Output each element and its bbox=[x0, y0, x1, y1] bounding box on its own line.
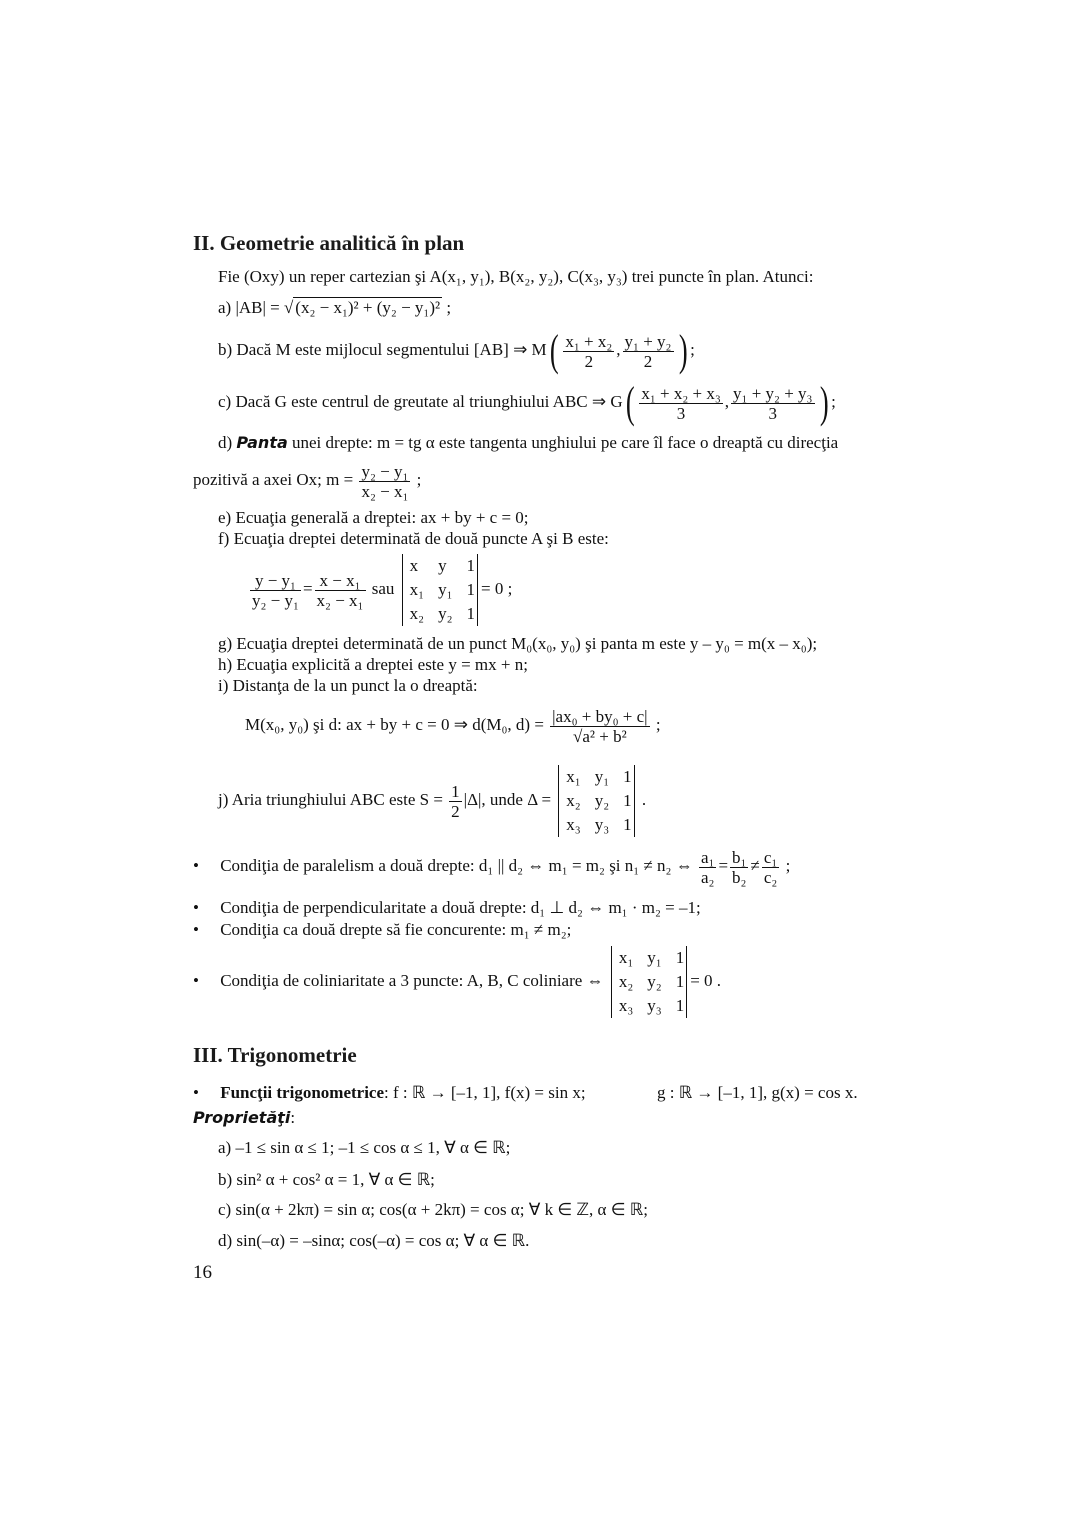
prop-label: Proprietăţi bbox=[193, 1108, 291, 1127]
j-post: . bbox=[637, 790, 647, 809]
matrix-cell: y₂ bbox=[647, 972, 662, 992]
matrix-cell: x₂ bbox=[566, 791, 581, 811]
formula-g: g) Ecuaţia dreptei determinată de un punct M₀(x₀, y₀) şi panta m este y – y₀ = m(x – x₀); bbox=[218, 634, 818, 653]
matrix-cell: 1 bbox=[675, 972, 685, 992]
j-prefix: j) Aria triunghiului ABC este S = bbox=[218, 790, 448, 809]
fraction bbox=[699, 848, 716, 887]
fraction bbox=[550, 707, 649, 746]
numerator: y₂ − y₁ bbox=[361, 461, 409, 481]
formula-h: h) Ecuaţia explicită a dreptei este y = mx + n; bbox=[218, 655, 528, 674]
bullet-icon: • bbox=[193, 856, 199, 875]
paren-right: ) bbox=[819, 378, 829, 428]
formula-e: e) Ecuaţia generală a dreptei: ax + by + c = 0; bbox=[218, 508, 529, 527]
matrix-cell: x₁ bbox=[618, 948, 634, 968]
math-term: b₂ bbox=[732, 867, 747, 887]
perp-text: Condiţia de perpendicularitate a două drepte: d₁ ⊥ d₂ ⇔ m₁ · m₂ = –1; bbox=[220, 898, 701, 917]
matrix-cell: 1 bbox=[466, 580, 476, 600]
denominator: 2 bbox=[451, 801, 460, 821]
formula-c-centroid: c) Dacă G este centrul de greutate al triunghiului ABC ⇒ G( $\frac{\text{x₁ + x₂ + x₃}}{3}$ , $\frac{\text{y₁ + y₂ + y₃}}{3}$ ) ; bbox=[218, 378, 836, 428]
fraction bbox=[762, 848, 779, 887]
denominator: x₂ − x₁ bbox=[361, 481, 409, 501]
matrix-cell: y₃ bbox=[594, 815, 610, 835]
i-post: ; bbox=[651, 715, 661, 734]
fraction bbox=[639, 384, 722, 423]
formula-f: f) Ecuaţia dreptei determinată de două puncte A şi B este: bbox=[218, 529, 609, 548]
bullet-concurrent bbox=[193, 919, 571, 941]
denominator: √a² + b² bbox=[573, 726, 627, 746]
formula-f-equations bbox=[248, 552, 512, 626]
matrix-cell: y₁ bbox=[647, 948, 662, 968]
bullet-icon: • bbox=[193, 898, 199, 917]
equals-zero: = 0 ; bbox=[481, 579, 513, 598]
numerator: x₁ + x₂ bbox=[565, 331, 613, 351]
formula-j-area bbox=[218, 762, 646, 838]
bullet-perpendicular bbox=[193, 897, 701, 919]
matrix-cell: y₂ bbox=[594, 791, 610, 811]
fraction bbox=[449, 782, 462, 821]
fraction bbox=[359, 462, 410, 501]
matrix-cell: x₁ bbox=[566, 767, 581, 787]
formula-a-distance bbox=[218, 297, 451, 319]
fraction bbox=[315, 571, 366, 610]
matrix-cell: x₁ bbox=[409, 580, 425, 600]
term-panta: Panta bbox=[236, 433, 288, 452]
matrix-cell: 1 bbox=[675, 948, 685, 968]
matrix-cell: y₂ bbox=[438, 604, 453, 624]
c-prefix: c) Dacă G este centrul de greutate al triunghiului ABC ⇒ G bbox=[218, 392, 623, 411]
fraction bbox=[250, 571, 301, 610]
trig-functions bbox=[193, 1082, 586, 1104]
d2-prefix: pozitivă a axei Ox; m = bbox=[193, 470, 358, 489]
fn-bold: Funcţii trigonometrice bbox=[220, 1083, 385, 1102]
a-radicand: (x₂ − x₁)² + (y₂ − y₁)² bbox=[295, 298, 441, 317]
fraction bbox=[731, 384, 814, 423]
matrix-cell: y₁ bbox=[438, 580, 453, 600]
numerator: y₁ + y₂ bbox=[624, 331, 672, 351]
matrix-cell: x₃ bbox=[566, 815, 581, 835]
formula-d-slope bbox=[218, 432, 838, 454]
matrix-cell: x bbox=[409, 556, 419, 576]
matrix-cell: 1 bbox=[623, 815, 632, 835]
paren-left: ( bbox=[625, 378, 635, 428]
matrix-cell: 1 bbox=[675, 996, 685, 1016]
matrix-cell: 1 bbox=[466, 556, 476, 576]
denominator: y₂ − y₁ bbox=[252, 590, 299, 610]
bullet-icon: • bbox=[193, 1083, 199, 1102]
matrix-cell: 1 bbox=[623, 767, 632, 787]
math-term: c₂ bbox=[763, 867, 778, 887]
sau: sau bbox=[371, 579, 395, 598]
bullet-icon: • bbox=[193, 920, 199, 939]
math-term: a₁ bbox=[700, 847, 715, 867]
a-prefix: a) |AB| = √ bbox=[218, 298, 294, 317]
trig-fn-cos: g : ℝ → [–1, 1], g(x) = cos x. bbox=[657, 1083, 858, 1102]
fraction bbox=[623, 332, 674, 371]
denominator: x₂ − x₁ bbox=[316, 590, 364, 610]
page-number: 16 bbox=[193, 1262, 212, 1283]
formula-i: i) Distanţa de la un punct la o dreaptă: bbox=[218, 676, 478, 695]
numerator: x − x₁ bbox=[315, 571, 366, 591]
conc-text: Condiţia ca două drepte să fie concurente: m₁ ≠ m₂; bbox=[220, 920, 572, 939]
equals: = bbox=[302, 579, 313, 598]
determinant bbox=[611, 946, 687, 1018]
d-prefix: d) bbox=[218, 433, 237, 452]
matrix-cell: x₃ bbox=[618, 996, 634, 1016]
trig-c: c) sin(α + 2kπ) = sin α; cos(α + 2kπ) = cos α; ∀ k ∈ ℤ, α ∈ ℝ; bbox=[218, 1200, 648, 1219]
formula-d-slope-cont bbox=[193, 458, 421, 502]
numerator: |ax₀ + by₀ + c| bbox=[552, 706, 648, 726]
matrix-cell: 1 bbox=[466, 604, 476, 624]
math-term: ; bbox=[781, 856, 791, 875]
math-term: a₂ bbox=[700, 867, 715, 887]
intro-text: Fie (Oxy) un reper cartezian şi A(x₁, y₁), B(x₂, y₂), C(x₃, y₃) trei puncte în plan. Atunci: bbox=[218, 267, 814, 286]
math-term: = bbox=[718, 856, 729, 875]
col-text: Condiţia de coliniaritate a 3 puncte: A, B, C coliniare ⇔ bbox=[220, 971, 608, 990]
trig-d: d) sin(–α) = –sinα; cos(–α) = cos α; ∀ α ∈ ℝ. bbox=[218, 1231, 530, 1250]
section-title-trigonometry: III. Trigonometrie bbox=[193, 1043, 357, 1067]
denominator: 3 bbox=[768, 403, 778, 423]
d-text: unei drepte: m = tg α este tangenta unghiului pe care îl face o dreaptă cu direcţia bbox=[287, 433, 839, 452]
denominator: 2 bbox=[643, 351, 653, 371]
properties-heading bbox=[193, 1107, 295, 1129]
numerator: 1 bbox=[451, 781, 460, 801]
denominator: 3 bbox=[676, 403, 686, 423]
parallel-text: Condiţia de paralelism a două drepte: d₁ || d₂ ⇔ m₁ = m₂ şi n₁ ≠ n₂ ⇔ bbox=[220, 856, 697, 875]
determinant bbox=[402, 554, 478, 626]
math-term: c₁ bbox=[763, 847, 778, 867]
matrix-cell: y₁ bbox=[594, 767, 610, 787]
matrix-cell: x₂ bbox=[409, 604, 425, 624]
col-post: = 0 . bbox=[690, 971, 722, 990]
matrix-cell: x₂ bbox=[618, 972, 634, 992]
paren-right: ) bbox=[678, 326, 688, 376]
paren-left: ( bbox=[549, 326, 559, 376]
a-post: ; bbox=[442, 298, 452, 317]
formula-b-midpoint: b) Dacă M este mijlocul segmentului [AB] ⇒ M( $\frac{\text{x₁ + x₂}}{2}$ , $\frac{\text{y₁ + y₂}}{2}$ ) ; bbox=[218, 326, 695, 376]
j-mid: |Δ|, unde Δ = bbox=[463, 790, 556, 809]
d2-post: ; bbox=[412, 470, 422, 489]
denominator: 2 bbox=[584, 351, 594, 371]
i-prefix: M(x₀, y₀) şi d: ax + by + c = 0 ⇒ d(M₀, d) = bbox=[245, 715, 549, 734]
numerator: x₁ + x₂ + x₃ bbox=[641, 383, 721, 403]
fraction bbox=[563, 332, 614, 371]
fn-sin: : f : ℝ → [–1, 1], f(x) = sin x; bbox=[384, 1083, 586, 1102]
matrix-cell: 1 bbox=[623, 791, 632, 811]
numerator: y₁ + y₂ + y₃ bbox=[733, 383, 813, 403]
bullet-parallel bbox=[193, 844, 790, 888]
bullet-collinear bbox=[193, 943, 721, 1019]
fraction bbox=[730, 848, 748, 887]
bullet-icon: • bbox=[193, 971, 199, 990]
b-prefix: b) Dacă M este mijlocul segmentului [AB] ⇒ M bbox=[218, 340, 547, 359]
numerator: y − y₁ bbox=[250, 571, 301, 591]
determinant bbox=[558, 765, 634, 837]
trig-a: a) –1 ≤ sin α ≤ 1; –1 ≤ cos α ≤ 1, ∀ α ∈ ℝ; bbox=[218, 1138, 511, 1157]
math-term: ≠ bbox=[750, 856, 760, 875]
section-title-geometry: II. Geometrie analitică în plan bbox=[193, 231, 465, 255]
math-term: b₁ bbox=[732, 847, 747, 867]
prop-colon: : bbox=[290, 1108, 296, 1127]
formula-i-distance bbox=[245, 698, 661, 752]
matrix-cell: y₃ bbox=[647, 996, 662, 1016]
trig-b: b) sin² α + cos² α = 1, ∀ α ∈ ℝ; bbox=[218, 1170, 435, 1189]
matrix-cell: y bbox=[438, 556, 447, 576]
